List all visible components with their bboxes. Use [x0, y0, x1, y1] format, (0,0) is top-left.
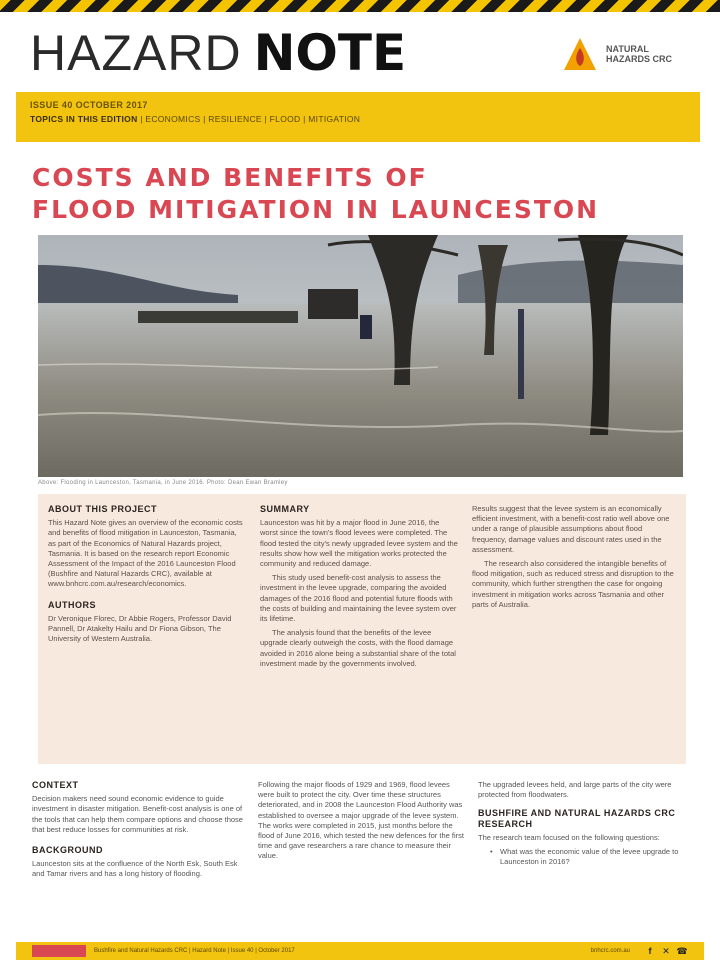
title-line-2: FLOOD MITIGATION IN LAUNCESTON — [32, 195, 600, 224]
summary-right-p2: The research also considered the intangible benefits of flood mitigation, such as reduced stress and disruption to the community, which further strengthen the case for ongoing investment in mitigation works across Tasmania and other parts of Australia. — [472, 559, 674, 609]
footer-link[interactable]: bnhcrc.com.au — [590, 948, 630, 954]
masthead-light: HAZARD — [30, 25, 242, 81]
about-heading: ABOUT THIS PROJECT — [48, 504, 158, 514]
context-column — [32, 780, 244, 884]
right-body: The upgraded levees held, and large parts of the city were protected from floodwaters. — [478, 780, 672, 800]
hazard-stripe — [0, 0, 720, 12]
summary-right-p1: Results suggest that the levee system is an economically efficient investment, with a benefit-cost ratio well above one under a range of plausible assumptions about flood frequency, damage values and discount rates used in the assessment. — [472, 504, 670, 554]
twitter-icon[interactable]: ✕ — [662, 945, 670, 956]
logo-org-name: NATURAL HAZARDS CRC — [606, 44, 672, 64]
topics-label: TOPICS IN THIS EDITION — [30, 114, 138, 124]
authors-body: Dr Veronique Florec, Dr Abbie Rogers, Professor David Pannell, Dr Atakelty Hailu and Dr Fiona Gibson, The University of Western Australia. — [48, 613, 232, 644]
masthead — [30, 24, 406, 84]
summary-heading: SUMMARY — [260, 504, 310, 514]
issue-topics — [30, 114, 686, 124]
context-heading: CONTEXT — [32, 780, 79, 790]
middle-column — [258, 780, 464, 866]
issue-number: ISSUE 40 OCTOBER 2017 — [30, 100, 148, 110]
context-body: Decision makers need sound economic evidence to guide investment in disaster mitigation. Benefit-cost analysis is one of the tools that can help them compare options and choose those that best reduce losses for communities at risk. — [32, 794, 243, 834]
about-body: This Hazard Note gives an overview of the economic costs and benefits of flood mitigation in Launceston, Tasmania, as part of the Economics of Natural Hazards project, Tasmania. It is based on the research report Economic Assessment of the Impact of the 2016 Launceston Flood (Bushfire and Natural Hazards CRC), available at www.bnhcrc.com.au/research/economics. — [48, 518, 243, 589]
masthead-heavy: NOTE — [253, 24, 407, 82]
right-column — [478, 780, 684, 871]
footer-bar — [16, 942, 704, 960]
background-heading: BACKGROUND — [32, 845, 103, 856]
research-body: The research team focused on the following questions: — [478, 832, 660, 842]
summary-p3: The analysis found that the benefits of the levee upgrade clearly outweigh the costs, with the flood damage avoided in 2016 alone being a substantial share of the total investment made by the governments involved. — [260, 628, 456, 668]
about-column — [48, 504, 246, 648]
middle-body: Following the major floods of 1929 and 1969, flood levees were built to protect the city. Over time these structures deteriorated, and in 2008 the Launceston Flood Authority was established to oversee a major upgrade of the levee system. The works were completed in 2015, just months before the flood of June 2016, which tested the new defences for the first time and gave researchers a rare chance to measure their value. — [258, 780, 464, 861]
title-line-1: COSTS AND BENEFITS OF — [32, 163, 428, 192]
footer-tag — [32, 945, 86, 957]
facebook-icon[interactable]: f — [648, 946, 652, 956]
page-title — [32, 162, 632, 226]
photo-caption: Above: Flooding in Launceston, Tasmania, in June 2016. Photo: Dean Ewan Bramley — [38, 480, 288, 486]
background-body: Launceston sits at the confluence of the North Esk, South Esk and Tamar rivers and has a long history of flooding. — [32, 859, 238, 879]
phone-icon[interactable]: ☎ — [676, 945, 688, 956]
research-heading: BUSHFIRE AND NATURAL HAZARDS CRC RESEARCH — [478, 808, 676, 829]
flame-icon — [560, 34, 600, 74]
research-bullet: • What was the economic value of the levee upgrade to Launceston in 2016? — [478, 847, 684, 867]
summary-p2: This study used benefit-cost analysis to assess the investment in the levee upgrade, comparing the avoided damages of the 2016 flood and potential future floods with the costs of building and maintaining the levee system over its lifetime. — [260, 573, 457, 624]
topics-list: | ECONOMICS | RESILIENCE | FLOOD | MITIGATION — [140, 114, 361, 124]
summary-column — [260, 504, 458, 673]
crc-logo — [560, 32, 690, 76]
summary-right-column — [472, 504, 676, 614]
issue-bar — [16, 92, 700, 142]
flood-photo — [38, 235, 683, 477]
footer-text: Bushfire and Natural Hazards CRC | Hazard Note | Issue 40 | October 2017 — [94, 948, 295, 954]
authors-heading: AUTHORS — [48, 599, 96, 610]
summary-p1: Launceston was hit by a major flood in June 2016, the worst since the town's flood levees were completed. The flood tested the city's newly upgraded levee system and the results show how well the mitigation works protected the community and reduced damage. — [260, 518, 458, 569]
